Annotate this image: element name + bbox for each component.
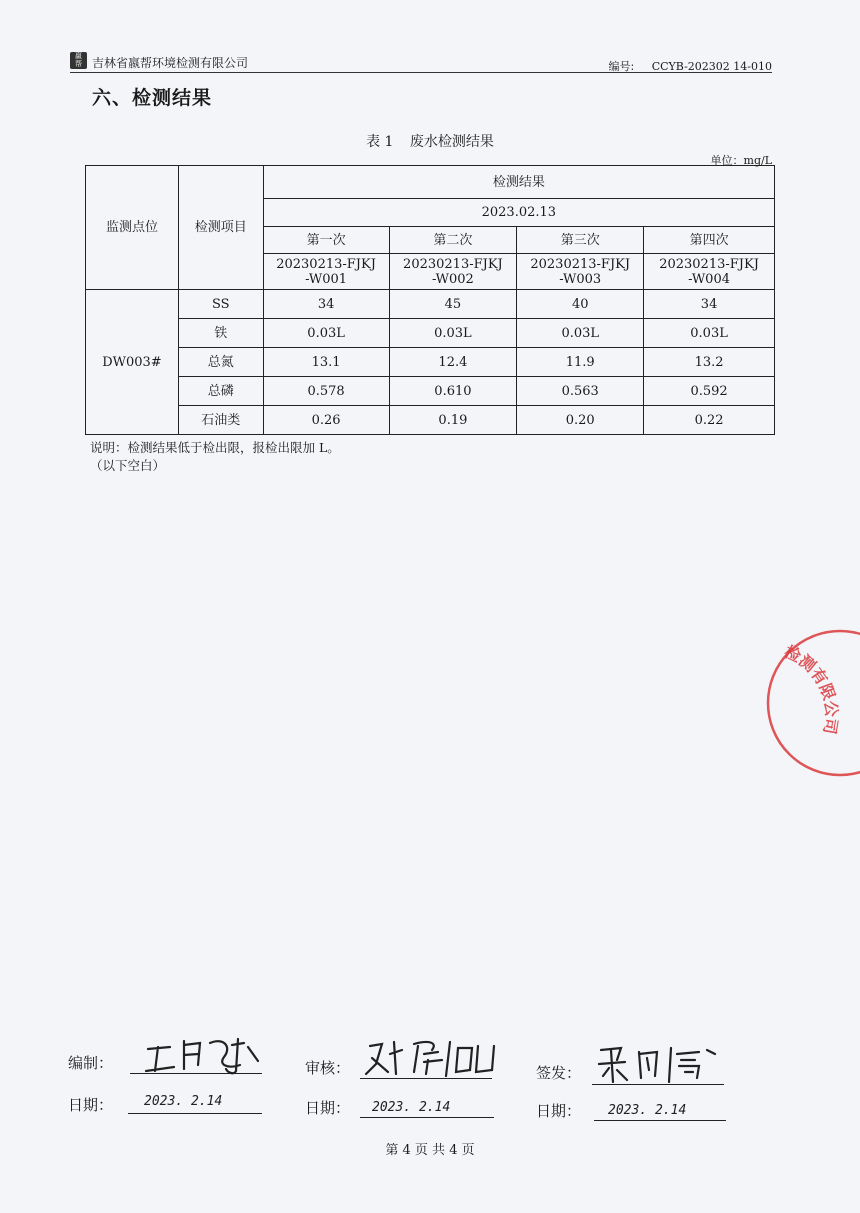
- sample-id: 20230213-FJKJ -W003: [517, 254, 644, 290]
- table-caption: [0, 131, 860, 151]
- document-number-value: CCYB-202302 14-010: [651, 60, 772, 73]
- table-row: [86, 377, 775, 406]
- seal-text: 检测有限公司: [781, 641, 842, 736]
- svg-text:检测有限公司: [781, 642, 841, 736]
- value-cell: 34: [644, 290, 775, 319]
- issue-label: 签发：: [536, 1064, 582, 1082]
- compile-date-label: 日期：: [68, 1096, 114, 1114]
- issue-signature: [595, 1042, 725, 1086]
- document-number: [608, 58, 772, 74]
- table-row: [86, 348, 775, 377]
- page-header: [70, 52, 772, 73]
- item-cell: 铁: [178, 319, 263, 348]
- compile-date: 2023. 2.14: [144, 1094, 223, 1109]
- site-cell: DW003#: [86, 290, 179, 435]
- value-cell: 40: [517, 290, 644, 319]
- table-row: [86, 290, 775, 319]
- review-date: 2023. 2.14: [372, 1100, 451, 1115]
- value-cell: 0.03L: [263, 319, 389, 348]
- value-cell: 0.578: [263, 377, 389, 406]
- header-run: 第一次: [263, 227, 389, 254]
- review-signature: [362, 1036, 502, 1080]
- value-cell: 13.2: [644, 348, 775, 377]
- sample-id: 20230213-FJKJ -W001: [263, 254, 389, 290]
- section-title: 六、检测结果: [92, 87, 213, 109]
- page-number: 第 4 页 共 4 页: [385, 1143, 475, 1158]
- results-table: [85, 165, 775, 435]
- value-cell: 11.9: [517, 348, 644, 377]
- item-cell: 总磷: [178, 377, 263, 406]
- value-cell: 0.03L: [517, 319, 644, 348]
- sample-id: 20230213-FJKJ -W004: [644, 254, 775, 290]
- header-run: 第三次: [517, 227, 644, 254]
- header-run: 第四次: [644, 227, 775, 254]
- header-date: 2023.02.13: [263, 199, 774, 227]
- value-cell: 0.563: [517, 377, 644, 406]
- value-cell: 0.592: [644, 377, 775, 406]
- table-row: [86, 319, 775, 348]
- item-cell: 总氮: [178, 348, 263, 377]
- header-site: 监测点位: [86, 166, 179, 290]
- value-cell: 0.03L: [644, 319, 775, 348]
- compile-signature: [140, 1035, 270, 1077]
- value-cell: 0.20: [517, 406, 644, 435]
- table-caption-number: 表 1: [366, 134, 394, 150]
- value-cell: 34: [263, 290, 389, 319]
- item-cell: SS: [178, 290, 263, 319]
- compile-label: 编制：: [68, 1054, 114, 1072]
- header-run: 第二次: [389, 227, 517, 254]
- value-cell: 45: [389, 290, 517, 319]
- company-logo-icon: 嬴 帮: [70, 52, 87, 69]
- review-date-label: 日期：: [305, 1099, 351, 1117]
- company-seal-stamp: [745, 628, 860, 778]
- item-cell: 石油类: [178, 406, 263, 435]
- document-number-label: 编号:: [608, 60, 635, 73]
- sample-id: 20230213-FJKJ -W002: [389, 254, 517, 290]
- header-item: 检测项目: [178, 166, 263, 290]
- value-cell: 0.03L: [389, 319, 517, 348]
- table-caption-title: 废水检测结果: [409, 134, 494, 150]
- compile-date-line: [128, 1113, 262, 1114]
- issue-date: 2023. 2.14: [608, 1103, 687, 1118]
- note-line: 说明：检测结果低于检出限，报检出限加 L。: [90, 440, 340, 455]
- review-date-line: [360, 1117, 494, 1118]
- value-cell: 0.610: [389, 377, 517, 406]
- note-line: （以下空白）: [90, 458, 166, 473]
- review-label: 审核：: [305, 1059, 351, 1077]
- table-unit: 单位：mg/L: [710, 154, 772, 167]
- value-cell: 0.26: [263, 406, 389, 435]
- table-row: [86, 406, 775, 435]
- value-cell: 0.22: [644, 406, 775, 435]
- value-cell: 12.4: [389, 348, 517, 377]
- issue-date-line: [594, 1120, 726, 1121]
- header-results: 检测结果: [263, 166, 774, 199]
- value-cell: 13.1: [263, 348, 389, 377]
- table-notes: [90, 439, 340, 475]
- issue-date-label: 日期：: [536, 1102, 582, 1120]
- company-name: 吉林省嬴帮环境检测有限公司: [92, 56, 249, 70]
- value-cell: 0.19: [389, 406, 517, 435]
